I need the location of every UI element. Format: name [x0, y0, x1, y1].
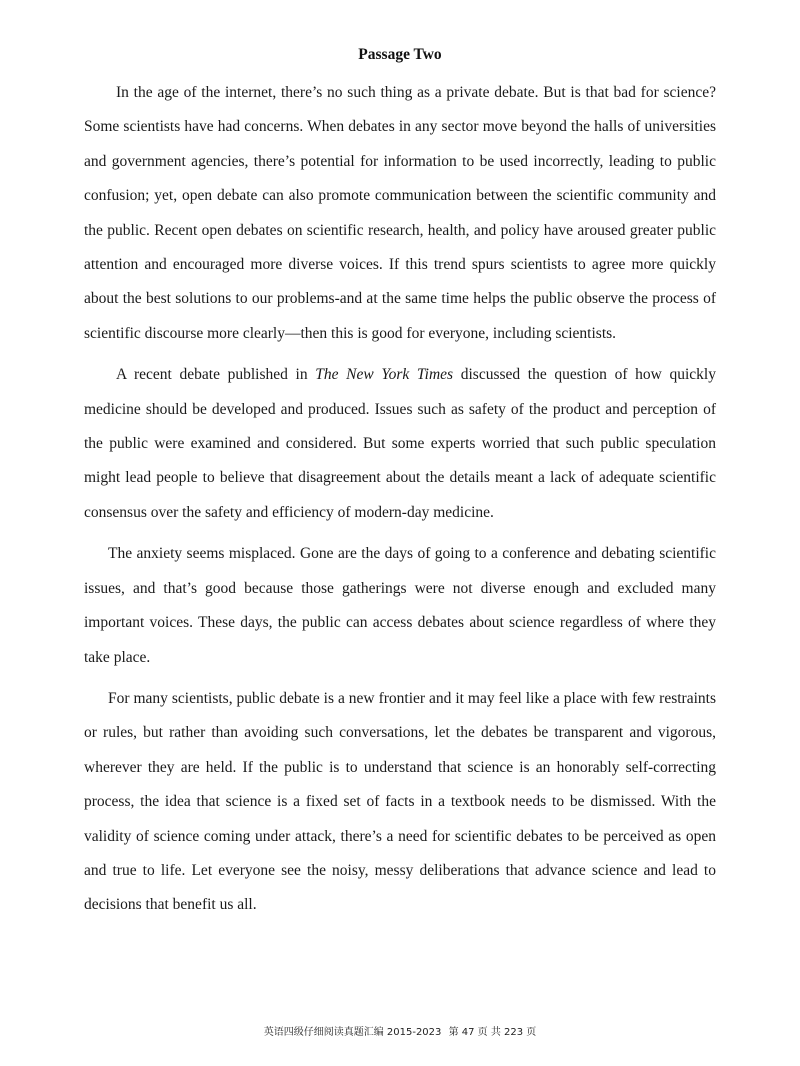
footer-book-title: 英语四级仔细阅读真题汇编 2015-2023 [263, 1027, 442, 1038]
paragraph-1: In the age of the internet, there’s no such thing as a private debate. But is that bad for science? Some scientists have had concerns. When debates in any sector move beyond the halls of universities and government agencies, there’s potential for information to be used incorrectly, leading to public confusion; yet, open debate can also promote communication between the scientific community and the public. Recent open debates on scientific research, health, and policy have aroused greater public attention and encouraged more diverse voices. If this trend spurs scientists to agree more quickly about the best solutions to our problems-and at the same time helps the public observe the process of scientific discourse more clearly—then this is good for everyone, including scientists. [84, 84, 716, 342]
passage-body [84, 76, 716, 923]
paragraph-2-rest: discussed the question of how quickly medicine should be developed and produced. Issues such as safety of the product and perception of the public were examined and considered. But some experts worried that such public speculation might lead people to believe that disagreement about the details meant a lack of adequate scientific consensus over the safety and efficiency of modern-day medicine. [84, 366, 716, 521]
publication-name: The New York Times [315, 366, 454, 384]
paragraph-2-lead: A recent debate published in [116, 366, 316, 384]
passage-title: Passage Two [358, 46, 442, 63]
paragraph-2 [84, 358, 716, 530]
footer-page-number: 第 47 页 共 223 页 [448, 1027, 537, 1038]
paragraph-4: For many scientists, public debate is a new frontier and it may feel like a place with few restraints or rules, but rather than avoiding such conversations, let the debates be transparent and vigorous, wherever they are held. If the public is to understand that science is an honorably self-correcting process, the idea that science is a fixed set of facts in a textbook needs to be dismissed. With the validity of science coming under attack, there’s a need for scientific debates to be perceived as open and true to life. Let everyone see the noisy, messy deliberations that advance science and lead to decisions that benefit us all. [84, 689, 716, 914]
page-footer [0, 1023, 800, 1038]
paragraph-3: The anxiety seems misplaced. Gone are the days of going to a conference and debating scientific issues, and that’s good because those gatherings were not diverse enough and excluded many important voices. These days, the public can access debates about science regardless of where they take place. [84, 545, 716, 666]
